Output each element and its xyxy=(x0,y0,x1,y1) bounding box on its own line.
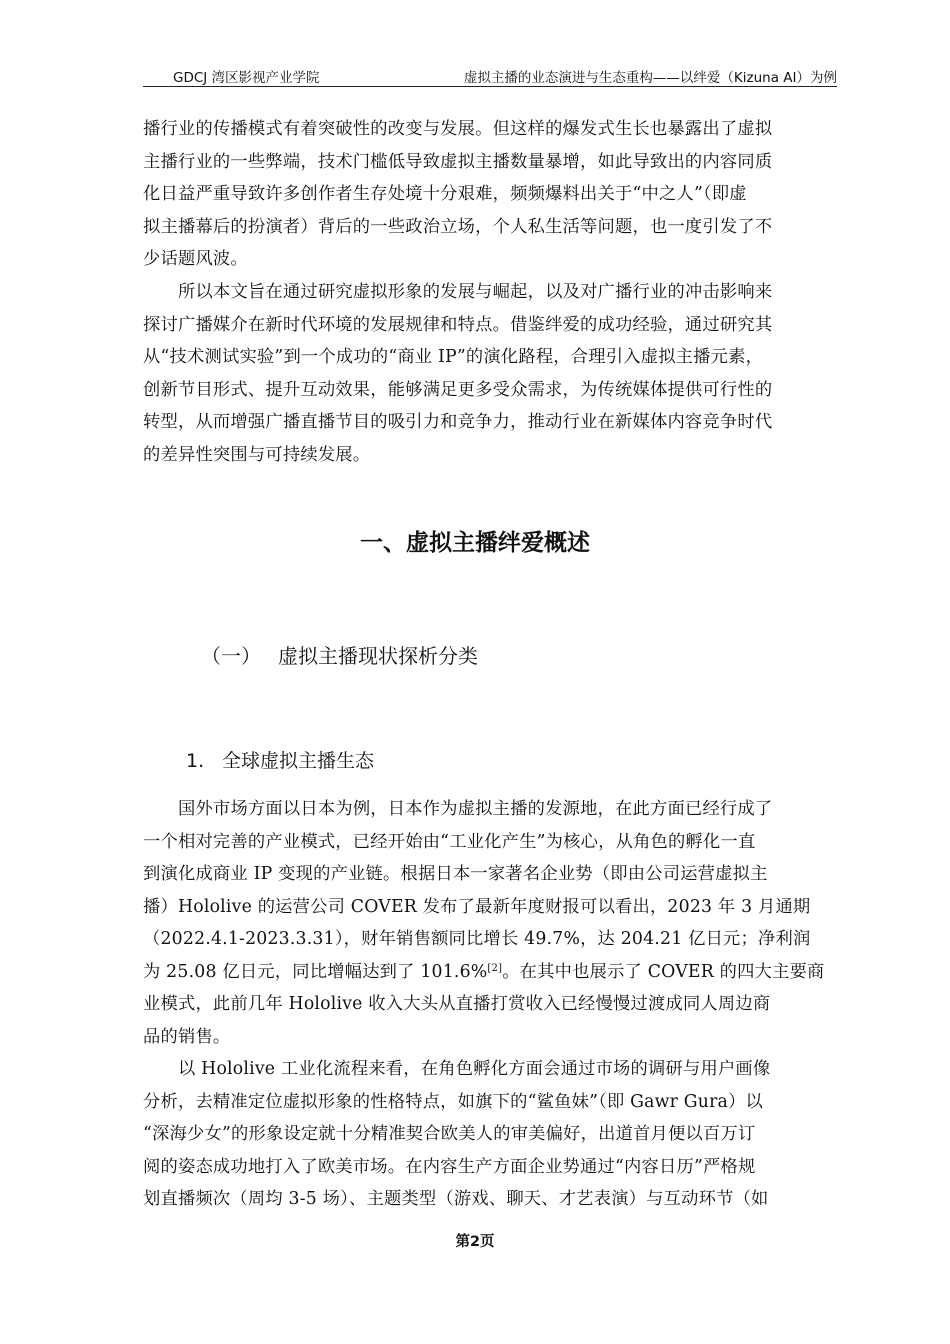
text-line: 主播行业的一些弊端，技术门槛低导致虚拟主播数量暴增，如此导致出的内容同质 xyxy=(143,151,773,172)
subsubsection-heading xyxy=(186,746,374,773)
paragraph-purpose xyxy=(143,276,837,471)
text-line: 所以本文旨在通过研究虚拟形象的发展与崛起，以及对广播行业的冲击影响来 xyxy=(178,282,773,302)
page-header xyxy=(143,64,837,87)
text-line: 少话题风波。 xyxy=(143,249,248,269)
text-line: 播行业的传播模式有着突破性的改变与发展。但这样的爆发式生长也暴露出了虚拟 xyxy=(143,119,773,139)
subsection-heading xyxy=(201,640,478,669)
text-line: 探讨广播媒介在新时代环境的发展规律和特点。借鉴绊爱的成功经验，通过研究其 xyxy=(143,314,773,335)
text-line xyxy=(143,956,837,989)
text-line: 转型，从而增强广播直播节目的吸引力和竞争力，推动行业在新媒体内容竞争时代 xyxy=(143,412,773,432)
text-line: 分析，去精准定位虚拟形象的性格特点，如旗下的“鲨鱼妹”（即 Gawr Gura）以 xyxy=(143,1091,764,1112)
text-line: 划直播频次（周均 3-5 场）、主题类型（游戏、聊天、才艺表演）与互动环节（如 xyxy=(143,1189,769,1209)
page-number: 第2页 xyxy=(455,1234,495,1250)
text-line: 一个相对完善的产业模式，已经开始由“工业化产生”为核心，从角色的孵化一直 xyxy=(143,831,756,852)
text-line: 播）Hololive 的运营公司 COVER 发布了最新年度财报可以看出，2023 年 3 月通期 xyxy=(143,896,811,917)
text-line: 国外市场方面以日本为例，日本作为虚拟主播的发源地，在此方面已经行成了 xyxy=(178,799,773,819)
header-institution: GDCJ 湾区影视产业学院 xyxy=(173,70,320,86)
text-line: 从“技术测试实验”到一个成功的“商业 IP”的演化路程，合理引入虚拟主播元素， xyxy=(143,347,764,367)
text-line: “深海少女”的形象设定就十分精准契合欧美人的审美偏好，出道首月便以百万订 xyxy=(143,1124,756,1144)
text-line: 化日益严重导致许多创作者生存处境十分艰难，频频爆料出关于“中之人”（即虚 xyxy=(143,184,747,204)
text-segment: 。在其中也展示了 COVER 的四大主要商 xyxy=(502,961,825,982)
subsubsection-number: 1. xyxy=(186,750,205,772)
subsection-title: 虚拟主播现状探析分类 xyxy=(278,644,478,668)
paragraph-intro-continued xyxy=(143,113,837,276)
citation-ref: [2] xyxy=(487,962,503,974)
text-line: （2022.4.1-2023.3.31），财年销售额同比增长 49.7%，达 204.21 亿日元；净利润 xyxy=(143,929,811,949)
text-line: 的差异性突围与可持续发展。 xyxy=(143,444,371,465)
paragraph-global-market xyxy=(143,793,837,1053)
text-line: 拟主播幕后的扮演者）背后的一些政治立场，个人私生活等问题，也一度引发了不 xyxy=(143,216,773,237)
text-line: 品的销售。 xyxy=(143,1026,231,1047)
text-segment: 为 25.08 亿日元，同比增幅达到了 101.6% xyxy=(143,961,488,982)
text-line: 以 Hololive 工业化流程来看，在角色孵化方面会通过市场的调研与用户画像 xyxy=(178,1059,771,1079)
subsubsection-title: 全球虚拟主播生态 xyxy=(222,750,375,772)
header-paper-title: 虚拟主播的业态演进与生态重构——以绊爱（Kizuna AI）为例 xyxy=(463,70,837,86)
paragraph-hololive-workflow xyxy=(143,1053,837,1216)
section-heading: 一、虚拟主播绊爱概述 xyxy=(360,530,590,556)
subsection-number: （一） xyxy=(201,644,261,668)
text-line: 创新节目形式、提升互动效果，能够满足更多受众需求，为传统媒体提供可行性的 xyxy=(143,379,773,400)
text-line: 阅的姿态成功地打入了欧美市场。在内容生产方面企业势通过“内容日历”严格规 xyxy=(143,1156,756,1177)
text-line: 到演化成商业 IP 变现的产业链。根据日本一家著名企业势（即由公司运营虚拟主 xyxy=(143,864,768,884)
text-line: 业模式，此前几年 Hololive 收入大头从直播打赏收入已经慢慢过渡成同人周边商 xyxy=(143,994,771,1014)
